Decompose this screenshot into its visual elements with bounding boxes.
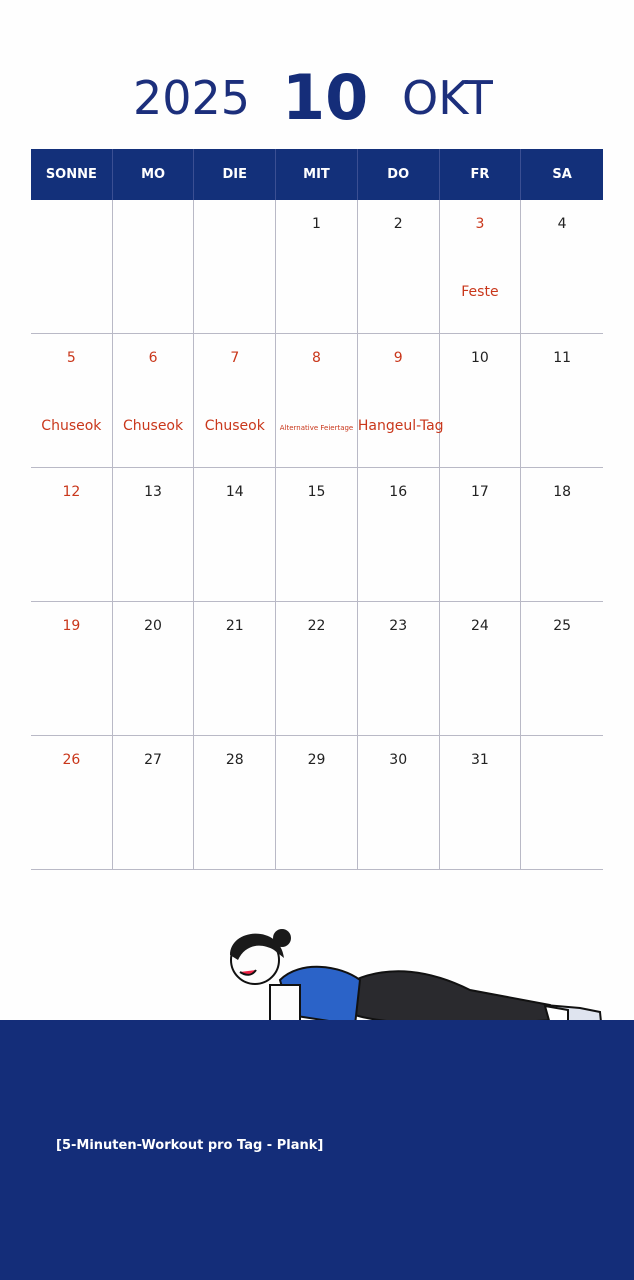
day-cell[interactable]: [194, 602, 276, 736]
day-cell[interactable]: [113, 468, 195, 602]
holiday-label: Hangeul-Tag: [357, 418, 444, 434]
day-cell[interactable]: [276, 736, 358, 870]
day-number: 22: [307, 618, 326, 634]
day-cell[interactable]: [194, 468, 276, 602]
weekday-tuesday: DIE: [194, 149, 276, 200]
day-cell[interactable]: [440, 200, 522, 334]
day-cell[interactable]: [440, 468, 522, 602]
day-cell[interactable]: [521, 602, 603, 736]
day-cell[interactable]: [440, 602, 522, 736]
day-number: 2: [393, 216, 403, 232]
weekday-sunday: SONNE: [31, 149, 113, 200]
day-number: 8: [312, 350, 321, 366]
empty-day-cell: [31, 200, 113, 334]
day-cell[interactable]: [440, 334, 522, 468]
day-cell[interactable]: [31, 334, 113, 468]
empty-day-cell: [521, 736, 603, 870]
day-cell[interactable]: [358, 200, 440, 334]
day-number: 29: [307, 752, 326, 768]
footer-band: [0, 1020, 634, 1280]
day-number: 4: [557, 216, 567, 232]
day-cell[interactable]: [521, 468, 603, 602]
day-cell[interactable]: [31, 736, 113, 870]
day-cell[interactable]: [521, 200, 603, 334]
day-cell[interactable]: [113, 602, 195, 736]
day-number: 11: [553, 350, 572, 366]
calendar-grid: [31, 149, 603, 870]
empty-day-cell: [194, 200, 276, 334]
day-number: 31: [471, 752, 489, 768]
day-cell[interactable]: [31, 602, 113, 736]
month-number: 10: [282, 61, 369, 134]
holiday-label: Chuseok: [41, 418, 102, 434]
day-number: 24: [471, 618, 489, 634]
day-number: 3: [475, 216, 485, 232]
month-name: OKT: [402, 71, 493, 125]
day-number: 16: [389, 484, 408, 500]
day-number: 26: [62, 752, 81, 768]
calendar-days: [31, 200, 603, 870]
day-number: 6: [148, 350, 158, 366]
day-number: 27: [144, 752, 162, 768]
day-number: 17: [471, 484, 489, 500]
day-cell[interactable]: [440, 736, 522, 870]
day-number: 12: [62, 484, 81, 500]
workout-title: [5-Minuten-Workout pro Tag - Plank]: [56, 1138, 324, 1153]
weekday-header-row: [31, 149, 603, 200]
day-number: 30: [389, 752, 408, 768]
weekday-monday: MO: [113, 149, 195, 200]
day-number: 7: [230, 350, 240, 366]
year-label: 2025: [133, 71, 251, 125]
day-cell[interactable]: [113, 334, 195, 468]
day-number: 5: [66, 350, 76, 366]
day-cell[interactable]: [276, 602, 358, 736]
day-number: 21: [225, 618, 244, 634]
day-number: 13: [144, 484, 162, 500]
day-cell[interactable]: [357, 334, 444, 468]
day-number: 23: [389, 618, 408, 634]
day-cell[interactable]: [276, 468, 358, 602]
weekday-thursday: DO: [358, 149, 440, 200]
day-cell[interactable]: [521, 334, 603, 468]
weekday-wednesday: MIT: [276, 149, 358, 200]
day-number: 14: [225, 484, 244, 500]
holiday-label: Feste: [461, 284, 499, 300]
day-cell[interactable]: [31, 468, 113, 602]
empty-day-cell: [113, 200, 195, 334]
holiday-label: Chuseok: [123, 418, 184, 434]
weekday-friday: FR: [440, 149, 522, 200]
day-cell[interactable]: [276, 334, 358, 468]
day-cell[interactable]: [194, 334, 276, 468]
day-cell[interactable]: [194, 736, 276, 870]
day-number: 9: [393, 350, 403, 366]
holiday-label: Chuseok: [204, 418, 265, 434]
day-number: 10: [471, 350, 489, 366]
day-number: 19: [62, 618, 81, 634]
day-number: 1: [312, 216, 321, 232]
day-number: 18: [553, 484, 572, 500]
weekday-saturday: SA: [552, 167, 572, 182]
day-cell[interactable]: [358, 736, 440, 870]
day-number: 15: [307, 484, 326, 500]
holiday-label: Alternative Feiertage: [279, 424, 354, 432]
day-cell[interactable]: [358, 602, 440, 736]
day-cell[interactable]: [276, 200, 358, 334]
calendar-header: [0, 61, 634, 134]
day-number: 25: [553, 618, 572, 634]
day-number: 20: [144, 618, 162, 634]
day-cell[interactable]: [358, 468, 440, 602]
day-cell[interactable]: [113, 736, 195, 870]
day-number: 28: [225, 752, 244, 768]
